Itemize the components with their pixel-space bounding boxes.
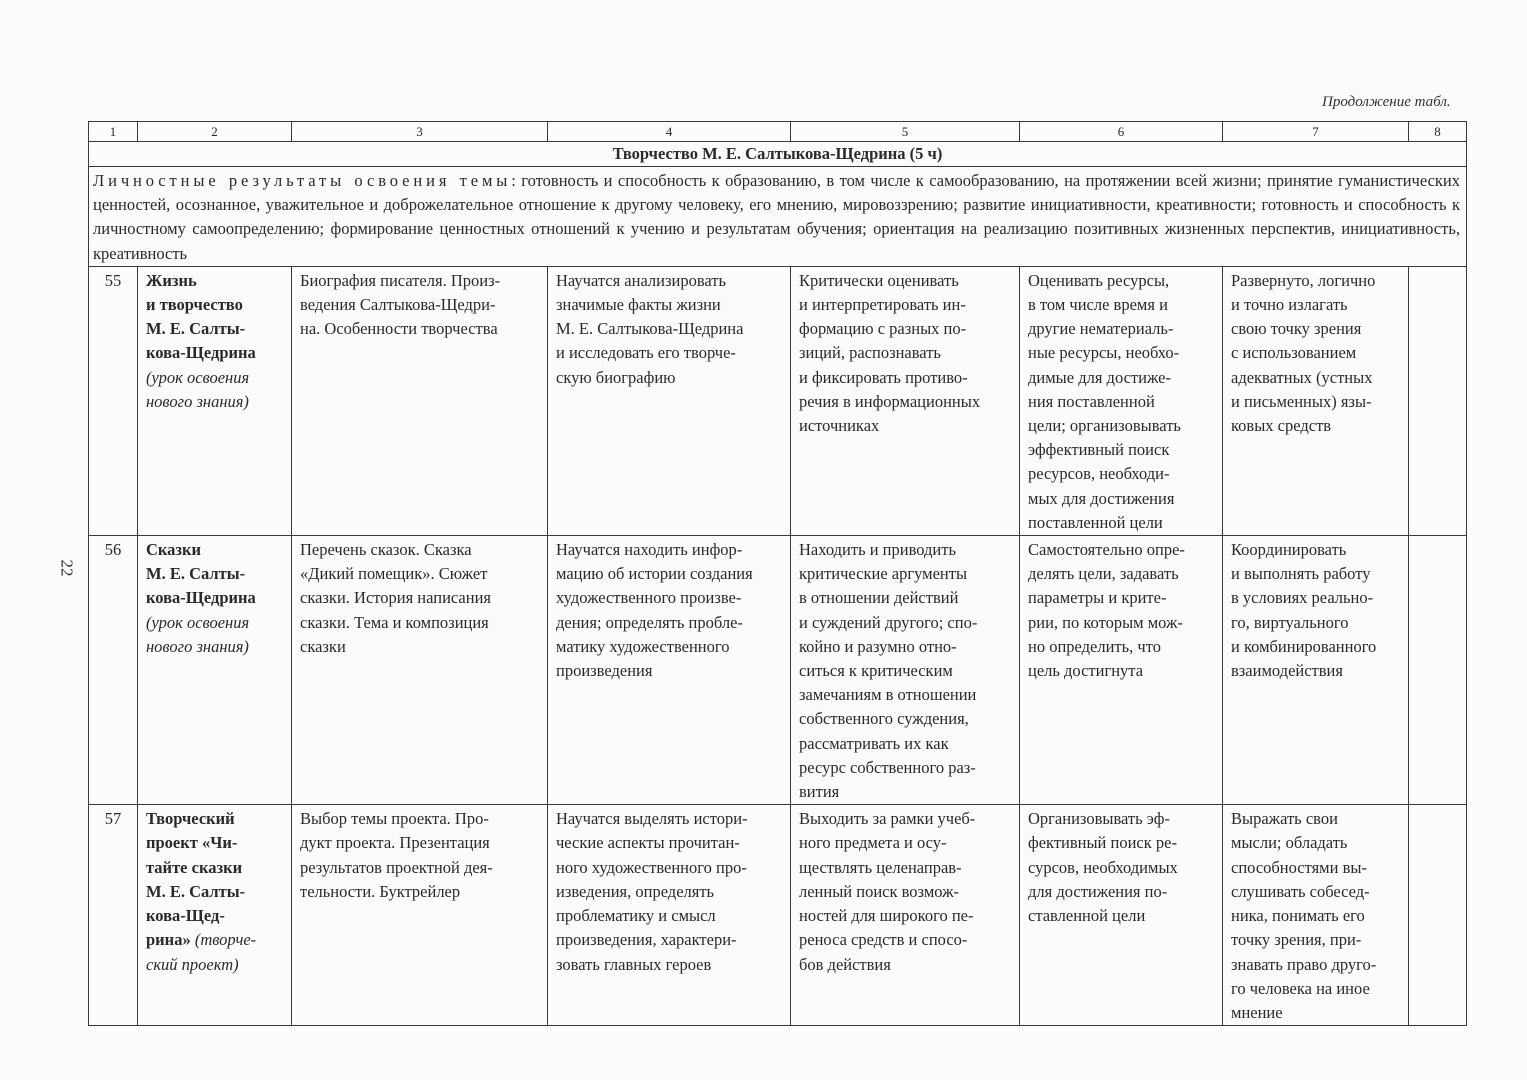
table-row [89,805,1467,1026]
column-number: 8 [1409,122,1467,142]
lesson-topic [138,266,292,535]
lesson-topic [138,536,292,805]
cognitive-skills: Выходить за рамки учеб- ного предмета и осу- ществлять целенаправ- ленный поиск возмож- ностей для широкого пе- реноса средств и спосо- бов действия [791,805,1020,1026]
regulatory-skills: Самостоятельно опре- делять цели, задавать параметры и крите- рии, по которым мож- но определить, что цель достигнута [1020,536,1223,805]
subject-results: Научатся анализировать значимые факты жизни М. Е. Салтыкова-Щедрина и исследовать его творче- скую биографию [548,266,791,535]
lesson-number: 55 [89,266,138,535]
column-number: 2 [138,122,292,142]
lesson-number: 57 [89,805,138,1026]
column-number: 3 [292,122,548,142]
lesson-topic-title: Творческий проект «Чи- тайте сказки М. Е. Салты- кова-Щед- рина» [146,809,246,950]
curriculum-table [88,121,1467,1026]
lesson-type: (урок освоения нового знания) [146,612,250,656]
lesson-type: (урок освоения нового знания) [146,367,250,411]
lesson-topic-title: Сказки М. Е. Салты- кова-Щедрина [146,540,256,608]
lesson-type: (творче- ский проект) [146,930,257,974]
regulatory-skills: Оценивать ресурсы, в том числе время и другие нематериаль- ные ресурсы, необхо- димые для достиже- ния поставленной цели; организовывать эффективный поиск ресурсов, необходи- мых для достижения поставленной цели [1020,266,1223,535]
column-number: 4 [548,122,791,142]
column-number: 5 [791,122,1020,142]
section-title: Творчество М. Е. Салтыкова-Щедрина (5 ч) [89,142,1467,167]
column-8-cell [1409,536,1467,805]
personal-results-row [89,167,1467,267]
personal-results-text: : готовность и способность к образованию, в том числе к самообразованию, на протяжении всей жизни; принятие гуманистических ценностей, осознанное, уважительное и доброжелательное отношение к другому человеку, его мнению, мировоззрению; развитие инициативности, креативности; готовность и способность к личностному самоопределению; формирование ценностных отношений к учению и результатам обучения; ориентация на реализацию позитивных жизненных перспектив, инициативность, креативность [93,171,1460,263]
column-number: 1 [89,122,138,142]
section-title-row [89,142,1467,167]
lesson-content: Биография писателя. Произ- ведения Салтыкова-Щедри- на. Особенности творчества [292,266,548,535]
column-8-cell [1409,266,1467,535]
column-number: 6 [1020,122,1223,142]
column-number: 7 [1223,122,1409,142]
communicative-skills: Выражать свои мысли; обладать способностями вы- слушивать собесед- ника, понимать его точку зрения, при- знавать право друго- го человека на иное мнение [1223,805,1409,1026]
column-8-cell [1409,805,1467,1026]
table-row [89,536,1467,805]
personal-results-label: Личностные результаты освоения темы [93,171,512,190]
lesson-number: 56 [89,536,138,805]
lesson-topic [138,805,292,1026]
lesson-topic-title: Жизнь и творчество М. Е. Салты- кова-Щедрина [146,270,256,363]
cognitive-skills: Критически оценивать и интерпретировать ин- формацию с разных по- зиций, распознавать и фиксировать противо- речия в информационных источниках [791,266,1020,535]
column-number-row [89,122,1467,142]
lesson-content: Перечень сказок. Сказка «Дикий помещик». Сюжет сказки. История написания сказки. Тема и композиция сказки [292,536,548,805]
table-row [89,266,1467,535]
personal-results [89,167,1467,267]
subject-results: Научатся выделять истори- ческие аспекты прочитан- ного художественного про- изведения, определять проблематику и смысл произведения, характери- зовать главных героев [548,805,791,1026]
communicative-skills: Координировать и выполнять работу в условиях реально- го, виртуального и комбинированного взаимодействия [1223,536,1409,805]
regulatory-skills: Организовывать эф- фективный поиск ре- сурсов, необходимых для достижения по- ставленной цели [1020,805,1223,1026]
communicative-skills: Развернуто, логично и точно излагать свою точку зрения с использованием адекватных (устных и письменных) язы- ковых средств [1223,266,1409,535]
lesson-content: Выбор темы проекта. Про- дукт проекта. Презентация результатов проектной дея- тельности. Буктрейлер [292,805,548,1026]
cognitive-skills: Находить и приводить критические аргументы в отношении действий и суждений другого; спо- койно и разумно отно- ситься к критическим замечаниям в отношении собственного суждения, рассматривать их как ресурс собственного раз- вития [791,536,1020,805]
page-number: 22 [57,559,77,577]
continuation-label: Продолжение табл. [1322,94,1451,110]
subject-results: Научатся находить инфор- мацию об истории создания художественного произве- дения; определять пробле- матику художественного произведения [548,536,791,805]
